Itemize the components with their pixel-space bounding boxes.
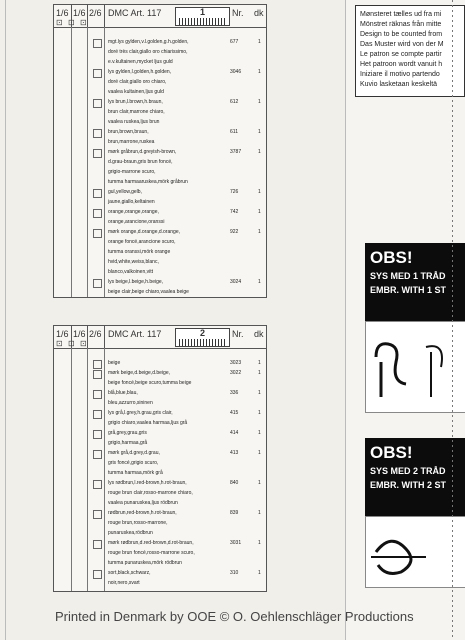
color-name: brun,brown,braun, <box>108 129 149 135</box>
color-name: vaalea punaruskea,ljus rödbrun <box>108 500 178 506</box>
color-name: rødbrun,red-brown,h.rot-braun, <box>108 510 177 516</box>
instruction-line: Design to be counted from <box>360 31 443 38</box>
color-name: grigio chiaro,vaalea harmaa,ljus grå <box>108 420 188 426</box>
col-fraction-2: 1/6 <box>73 329 86 339</box>
color-name: brun clair,marrone chiaro, <box>108 109 165 115</box>
color-key-card-2 <box>53 325 267 592</box>
threading-icon <box>366 517 465 587</box>
skein-count: 1 <box>258 189 261 195</box>
dmc-number: 336 <box>230 390 239 396</box>
color-name: lys beige,l.beige,h.beige, <box>108 279 164 285</box>
stitch-full-icon: ⊡ <box>56 339 63 348</box>
dmc-number: 611 <box>230 129 238 135</box>
dmc-number: 3046 <box>230 69 242 75</box>
stitch-half-icon: ⊡ <box>68 18 75 27</box>
color-name: lys rødbrun,l.red-brown,h.rot-braun, <box>108 480 187 486</box>
color-name: beige foncé,beige scuro,tumma beige <box>108 380 192 386</box>
col-fraction-1: 1/6 <box>56 8 69 18</box>
skein-count: 1 <box>258 410 261 416</box>
dmc-number: 3022 <box>230 370 242 376</box>
skein-count: 1 <box>258 390 261 396</box>
dk-header: dk <box>254 329 264 339</box>
color-name: gul,yellow,gelb, <box>108 189 142 195</box>
col-fraction-3: 2/6 <box>89 8 102 18</box>
color-name: doré clair,giallo oro chiaro, <box>108 79 167 85</box>
dmc-number: 742 <box>230 209 239 215</box>
color-name: sort,black,schwarz, <box>108 570 151 576</box>
stitch-icons <box>56 339 92 348</box>
instruction-line: Mönstret räknas från mitte <box>360 21 442 28</box>
color-name: grigio,harmaa,grå <box>108 440 148 446</box>
obs-line: EMBR. WITH 1 ST <box>370 285 446 295</box>
dmc-number: 415 <box>230 410 239 416</box>
obs-title: OBS! <box>370 443 413 462</box>
dk-header: dk <box>254 8 264 18</box>
color-name: grigio-marrone scuro, <box>108 169 156 175</box>
color-name: mørk orange,d.orange,d.orange, <box>108 229 180 235</box>
instruction-line: Das Muster wird von der M <box>360 41 444 48</box>
dmc-number: 310 <box>230 570 239 576</box>
color-name: blå,blue,blau, <box>108 390 138 396</box>
dmc-number: 3024 <box>230 279 242 285</box>
perforation-line <box>452 0 453 640</box>
symbol-box-icon <box>93 360 102 369</box>
color-name: vaalea ruskea,ljus brun <box>108 119 160 125</box>
col-fraction-2: 1/6 <box>73 8 86 18</box>
obs-panel-1 <box>365 243 465 321</box>
skein-count: 1 <box>258 450 261 456</box>
instruction-line: Kuvio lasketaan keskeltä <box>360 81 438 88</box>
color-name: brun,marrone,ruskea <box>108 139 155 145</box>
symbol-box-icon <box>93 279 102 288</box>
symbol-box-icon <box>93 189 102 198</box>
color-name: mgt.lys gylden,v.l.golden,g.h.golden, <box>108 39 189 45</box>
symbol-box-icon <box>93 209 102 218</box>
skein-count: 1 <box>258 229 261 235</box>
color-name: tumma harmaaruskea,mörk gråbrun <box>108 179 188 185</box>
skein-count: 1 <box>258 540 261 546</box>
dmc-number: 840 <box>230 480 239 486</box>
stitch-quarter-icon: ⊡ <box>80 339 87 348</box>
color-name: tumma harmaa,mörk grå <box>108 470 163 476</box>
obs-line: EMBR. WITH 2 ST <box>370 480 446 490</box>
symbol-box-icon <box>93 570 102 579</box>
color-name: orange,arancione,oranssi <box>108 219 165 225</box>
footer-credit: Printed in Denmark by OOE © O. Oehlenschläger Productions <box>55 609 414 624</box>
color-name: mørk grå,d.grey,d.grau, <box>108 450 160 456</box>
color-name: beige clair,beige chiaro,vaalea beige <box>108 289 189 295</box>
skein-count: 1 <box>258 129 261 135</box>
color-name: noir,nero,svart <box>108 580 140 586</box>
color-name: beige <box>108 360 121 366</box>
dmc-number: 3031 <box>230 540 242 546</box>
card-header <box>54 326 266 349</box>
color-name: rouge brun clair,rosso-marrone chiaro, <box>108 490 193 496</box>
skein-count: 1 <box>258 149 261 155</box>
color-name: doré très clair,giallo oro chiarissimo, <box>108 49 188 55</box>
color-name: hvid,white,weiss,blanc, <box>108 259 159 265</box>
skein-count: 1 <box>258 360 261 366</box>
symbol-box-icon <box>93 480 102 489</box>
instruction-line: Mønsteret tælles ud fra mi <box>360 11 442 18</box>
skein-count: 1 <box>258 99 261 105</box>
dmc-number: 726 <box>230 189 239 195</box>
skein-count: 1 <box>258 570 261 576</box>
instruction-line: Het patroon wordt vanuit h <box>360 61 443 68</box>
color-name: lys grå,l.grey,h.grau,gris clair, <box>108 410 173 416</box>
card-header <box>54 5 266 28</box>
color-name: vaalea kultainen,ljus guld <box>108 89 164 95</box>
color-name: punaruskea,rödbrun <box>108 530 153 536</box>
symbol-box-icon <box>93 39 102 48</box>
color-name: lys gylden,l.golden,h.golden, <box>108 69 172 75</box>
nr-header: Nr. <box>232 8 244 18</box>
stitch-full-icon: ⊡ <box>56 18 63 27</box>
skein-count: 1 <box>258 69 261 75</box>
symbol-box-icon <box>93 540 102 549</box>
color-name: rouge brun,rosso-marrone, <box>108 520 168 526</box>
color-name: e.v.kultainen,mycket ljus guld <box>108 59 173 65</box>
color-name: orange foncé,arancione scuro, <box>108 239 176 245</box>
color-name: grå,grey,grau,gris <box>108 430 147 436</box>
color-name: orange,orange,orange, <box>108 209 159 215</box>
skein-count: 1 <box>258 370 261 376</box>
color-name: blanco,valkoinen,vitt <box>108 269 154 275</box>
skein-count: 1 <box>258 279 261 285</box>
needle-illustration-1 <box>365 321 465 413</box>
color-name: jaune,giallo,keltainen <box>108 199 155 205</box>
symbol-box-icon <box>93 99 102 108</box>
col-fraction-1: 1/6 <box>56 329 69 339</box>
symbol-box-icon <box>93 229 102 238</box>
color-name: mørk gråbrun,d.greyish-brown, <box>108 149 177 155</box>
obs-panel-2 <box>365 438 465 516</box>
color-name: tumma oranssi,mörk orange <box>108 249 171 255</box>
skein-count: 1 <box>258 480 261 486</box>
skein-count: 1 <box>258 430 261 436</box>
barcode-icon <box>179 339 226 346</box>
color-name: mørk rødbrun,d.red-brown,d.rot-braun, <box>108 540 194 546</box>
color-name: d.grau-braun,gris brun foncé, <box>108 159 173 165</box>
needle-illustration-2 <box>365 516 465 588</box>
dmc-number: 922 <box>230 229 239 235</box>
stitch-icons <box>56 18 92 27</box>
instruction-line: Le patron se compte partir <box>360 51 442 58</box>
symbol-box-icon <box>93 129 102 138</box>
dmc-number: 3787 <box>230 149 242 155</box>
dmc-number: 612 <box>230 99 239 105</box>
card-number-badge: 2 <box>175 328 230 347</box>
symbol-box-icon <box>93 430 102 439</box>
col-fraction-3: 2/6 <box>89 329 102 339</box>
card-number-badge: 1 <box>175 7 230 26</box>
threading-icon <box>366 322 465 412</box>
dmc-number: 839 <box>230 510 239 516</box>
color-name: gris foncé,grigio scuro, <box>108 460 159 466</box>
instruction-line: Iniziare il motivo partendo <box>360 71 440 78</box>
skein-count: 1 <box>258 209 261 215</box>
color-name: mørk beige,d.beige,d.beige, <box>108 370 170 376</box>
symbol-box-icon <box>93 450 102 459</box>
stitch-half-icon: ⊡ <box>68 339 75 348</box>
skein-count: 1 <box>258 39 261 45</box>
instructions-box <box>355 5 465 97</box>
symbol-box-icon <box>93 410 102 419</box>
obs-line: SYS MED 2 TRÅD <box>370 466 446 476</box>
color-name: rouge brun foncé,rosso-marrone scuro, <box>108 550 195 556</box>
stitch-quarter-icon: ⊡ <box>80 18 87 27</box>
symbol-box-icon <box>93 149 102 158</box>
dmc-number: 414 <box>230 430 239 436</box>
skein-count: 1 <box>258 510 261 516</box>
page-edge <box>5 0 6 640</box>
barcode-icon <box>179 18 226 25</box>
symbol-box-icon <box>93 390 102 399</box>
article-label: DMC Art. 117 <box>108 8 162 18</box>
nr-header: Nr. <box>232 329 244 339</box>
dmc-number: 413 <box>230 450 239 456</box>
color-name: bleu,azzurro,sininen <box>108 400 153 406</box>
obs-title: OBS! <box>370 248 413 267</box>
dmc-number: 677 <box>230 39 239 45</box>
symbol-box-icon <box>93 510 102 519</box>
color-name: tumma punaruskea,mörk rödbrun <box>108 560 182 566</box>
symbol-box-icon <box>93 69 102 78</box>
color-name: lys brun,l.brown,h.braun, <box>108 99 163 105</box>
symbol-box-icon <box>93 370 102 379</box>
article-label: DMC Art. 117 <box>108 329 162 339</box>
color-key-card-1 <box>53 4 267 298</box>
obs-line: SYS MED 1 TRÅD <box>370 271 446 281</box>
dmc-number: 3023 <box>230 360 242 366</box>
